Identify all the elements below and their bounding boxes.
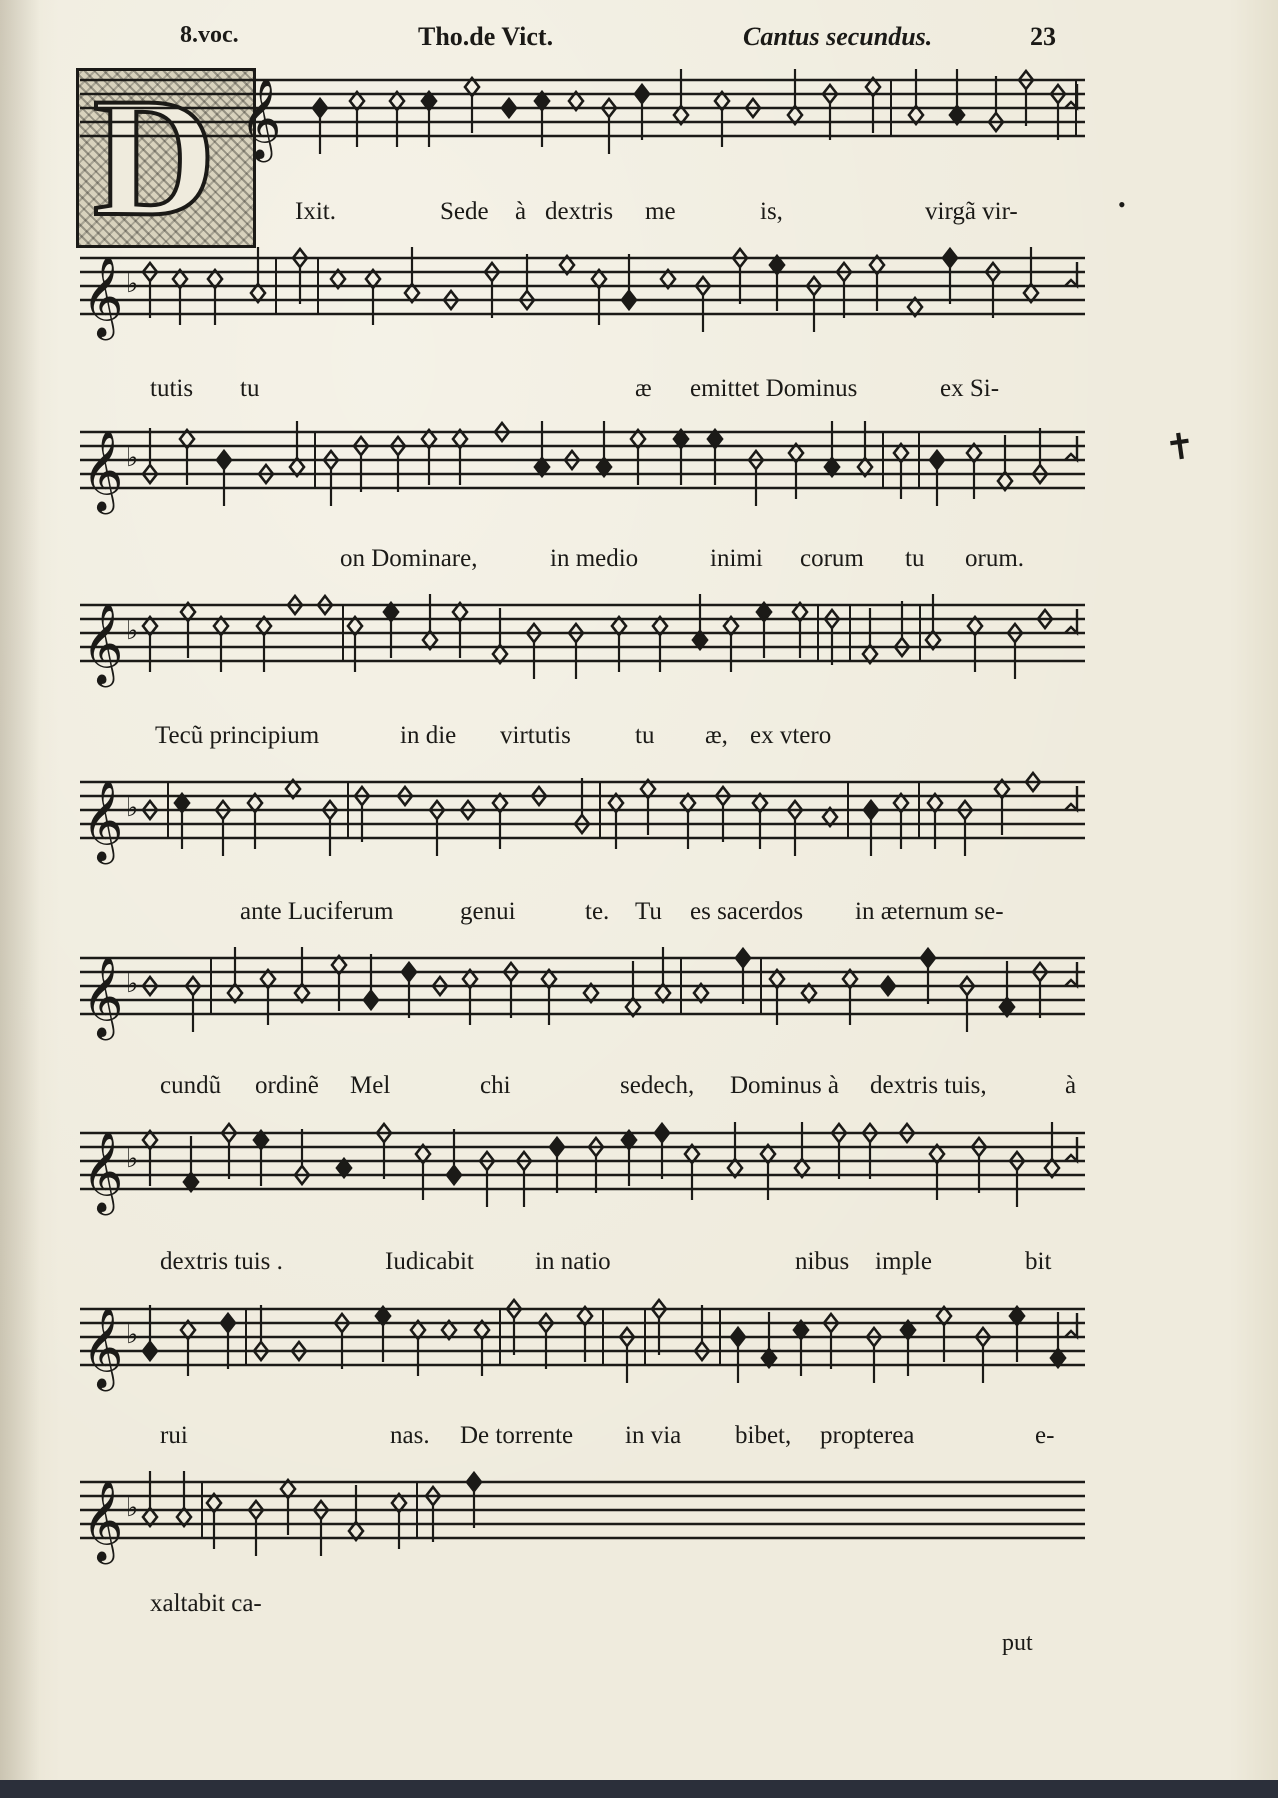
note bbox=[467, 1473, 481, 1491]
key-flat-icon: ♭ bbox=[126, 269, 139, 299]
lyric-syllable: es sacerdos bbox=[690, 898, 804, 925]
lyric-syllable: e- bbox=[1035, 1422, 1055, 1449]
custos-icon bbox=[1065, 609, 1077, 633]
clef-icon: 𝄞 bbox=[82, 779, 124, 861]
lyric-syllable: nibus bbox=[795, 1248, 850, 1275]
clef-icon: 𝄞 bbox=[82, 429, 124, 511]
custos-icon bbox=[1065, 962, 1077, 986]
lyric-syllable: Ixit. bbox=[295, 198, 336, 225]
lyric-syllable: inimi bbox=[710, 545, 763, 572]
composer-name: Tho.de Vict. bbox=[418, 22, 554, 51]
lyric-syllable: me bbox=[645, 198, 676, 225]
custos-icon bbox=[1065, 1137, 1077, 1161]
clef-icon: 𝄞 bbox=[82, 955, 124, 1037]
key-flat-icon: ♭ bbox=[126, 1144, 139, 1174]
lyric-syllable: ex Si- bbox=[940, 375, 1000, 402]
key-flat-icon: ♭ bbox=[126, 1320, 139, 1350]
margin-mark: ✝ bbox=[1162, 425, 1198, 469]
part-name: Cantus secundus. bbox=[743, 22, 933, 51]
lyric-syllable: dextris tuis, bbox=[870, 1072, 987, 1099]
lyric-syllable: tu bbox=[635, 722, 655, 749]
lyric-syllable: in natio bbox=[535, 1248, 611, 1275]
note bbox=[635, 85, 649, 103]
key-flat-icon: ♭ bbox=[126, 969, 139, 999]
page-number: 23 bbox=[1030, 22, 1056, 51]
note bbox=[217, 451, 231, 469]
note bbox=[143, 1342, 157, 1360]
lyric-syllable: orum. bbox=[965, 545, 1025, 572]
note bbox=[881, 977, 895, 995]
lyric-syllable: te. bbox=[585, 898, 610, 925]
lyric-syllable: in die bbox=[400, 722, 457, 749]
lyric-syllable: Mel bbox=[350, 1072, 391, 1099]
key-flat-icon: ♭ bbox=[126, 1493, 139, 1523]
lyric-syllable: Iudicabit bbox=[385, 1248, 474, 1275]
lyric-syllable: tu bbox=[905, 545, 925, 572]
closing-lyric-end: put bbox=[1002, 1630, 1033, 1656]
lyric-syllable: ante Luciferum bbox=[240, 898, 394, 925]
clef-icon: 𝄞 bbox=[82, 255, 124, 337]
note bbox=[622, 291, 636, 309]
note bbox=[550, 1138, 564, 1156]
lyric-syllable: De torrente bbox=[460, 1422, 574, 1449]
clef-icon: 𝄞 bbox=[240, 77, 282, 159]
lyric-syllable: Tu bbox=[635, 898, 662, 925]
note bbox=[943, 249, 957, 267]
clef-icon: 𝄞 bbox=[82, 1306, 124, 1388]
lyric-syllable: Sede bbox=[440, 198, 489, 225]
note bbox=[447, 1166, 461, 1184]
lyric-syllable: in æternum se- bbox=[855, 898, 1004, 925]
staff bbox=[80, 402, 1085, 542]
lyric-syllable: dextris bbox=[545, 198, 614, 225]
key-flat-icon: ♭ bbox=[126, 793, 139, 823]
staff bbox=[80, 1103, 1085, 1243]
key-flat-icon: ♭ bbox=[126, 443, 139, 473]
staff bbox=[80, 1279, 1085, 1419]
lyric-syllable: ordinẽ bbox=[255, 1072, 319, 1099]
lyric-syllable: corum bbox=[800, 545, 864, 572]
lyric-syllable: imple bbox=[875, 1248, 932, 1275]
page-fold-shadow bbox=[0, 0, 40, 1798]
note bbox=[921, 949, 935, 967]
lyric-syllable: is, bbox=[760, 198, 783, 225]
custos-icon bbox=[1065, 786, 1077, 810]
lyric-syllable: Dominus à bbox=[730, 1072, 840, 1099]
lyric-syllable: on Dominare, bbox=[340, 545, 478, 572]
staff bbox=[80, 928, 1085, 1068]
lyric-syllable: virtutis bbox=[500, 722, 571, 749]
lyric-syllable: ex vtero bbox=[750, 722, 832, 749]
note bbox=[736, 949, 750, 967]
lyric-syllable: æ, bbox=[705, 722, 728, 749]
note bbox=[731, 1328, 745, 1346]
custos-icon bbox=[1065, 1313, 1077, 1337]
staff bbox=[80, 50, 1085, 190]
note bbox=[655, 1124, 669, 1142]
lyric-syllable: sedech, bbox=[620, 1072, 695, 1099]
lyric-syllable: bit bbox=[1025, 1248, 1052, 1275]
lyric-syllable: tutis bbox=[150, 375, 194, 402]
note bbox=[502, 99, 516, 117]
lyric-syllable: emittet Dominus bbox=[690, 375, 858, 402]
lyric-syllable: dextris tuis . bbox=[160, 1248, 283, 1275]
lyric-syllable: à bbox=[1065, 1072, 1077, 1099]
custos-icon bbox=[1065, 436, 1077, 460]
staff bbox=[80, 575, 1085, 715]
initial-letter: D bbox=[93, 63, 216, 251]
lyric-syllable: à bbox=[515, 198, 527, 225]
custos-icon bbox=[1065, 262, 1077, 286]
lyric-syllable: bibet, bbox=[735, 1422, 792, 1449]
lyric-syllable: in medio bbox=[550, 545, 639, 572]
lyric-syllable: genui bbox=[460, 898, 516, 925]
staff bbox=[80, 752, 1085, 892]
lyric-syllable: rui bbox=[160, 1422, 188, 1449]
lyric-syllable: propterea bbox=[820, 1422, 915, 1449]
note bbox=[364, 991, 378, 1009]
page-bottom-edge bbox=[0, 1780, 1278, 1798]
note bbox=[864, 801, 878, 819]
lyric-syllable: Tecũ principium bbox=[155, 722, 320, 749]
clef-icon: 𝄞 bbox=[82, 1130, 124, 1212]
staff bbox=[80, 1452, 1085, 1592]
voice-count: 8.voc. bbox=[180, 22, 239, 48]
staff bbox=[80, 228, 1085, 368]
closing-lyric: xaltabit ca- bbox=[150, 1590, 262, 1617]
note bbox=[930, 451, 944, 469]
lyric-syllable: nas. bbox=[390, 1422, 430, 1449]
lyric-syllable: virgã vir- bbox=[925, 198, 1018, 225]
note bbox=[402, 963, 416, 981]
lyric-syllable: chi bbox=[480, 1072, 511, 1099]
lyric-syllable: cundũ bbox=[160, 1072, 222, 1099]
margin-dot: • bbox=[1118, 192, 1126, 217]
note bbox=[221, 1314, 235, 1332]
clef-icon: 𝄞 bbox=[82, 602, 124, 684]
lyric-syllable: æ bbox=[635, 375, 652, 402]
key-flat-icon: ♭ bbox=[126, 616, 139, 646]
clef-icon: 𝄞 bbox=[82, 1479, 124, 1561]
lyric-syllable: in via bbox=[625, 1422, 682, 1449]
note bbox=[313, 99, 327, 117]
lyric-syllable: tu bbox=[240, 375, 260, 402]
